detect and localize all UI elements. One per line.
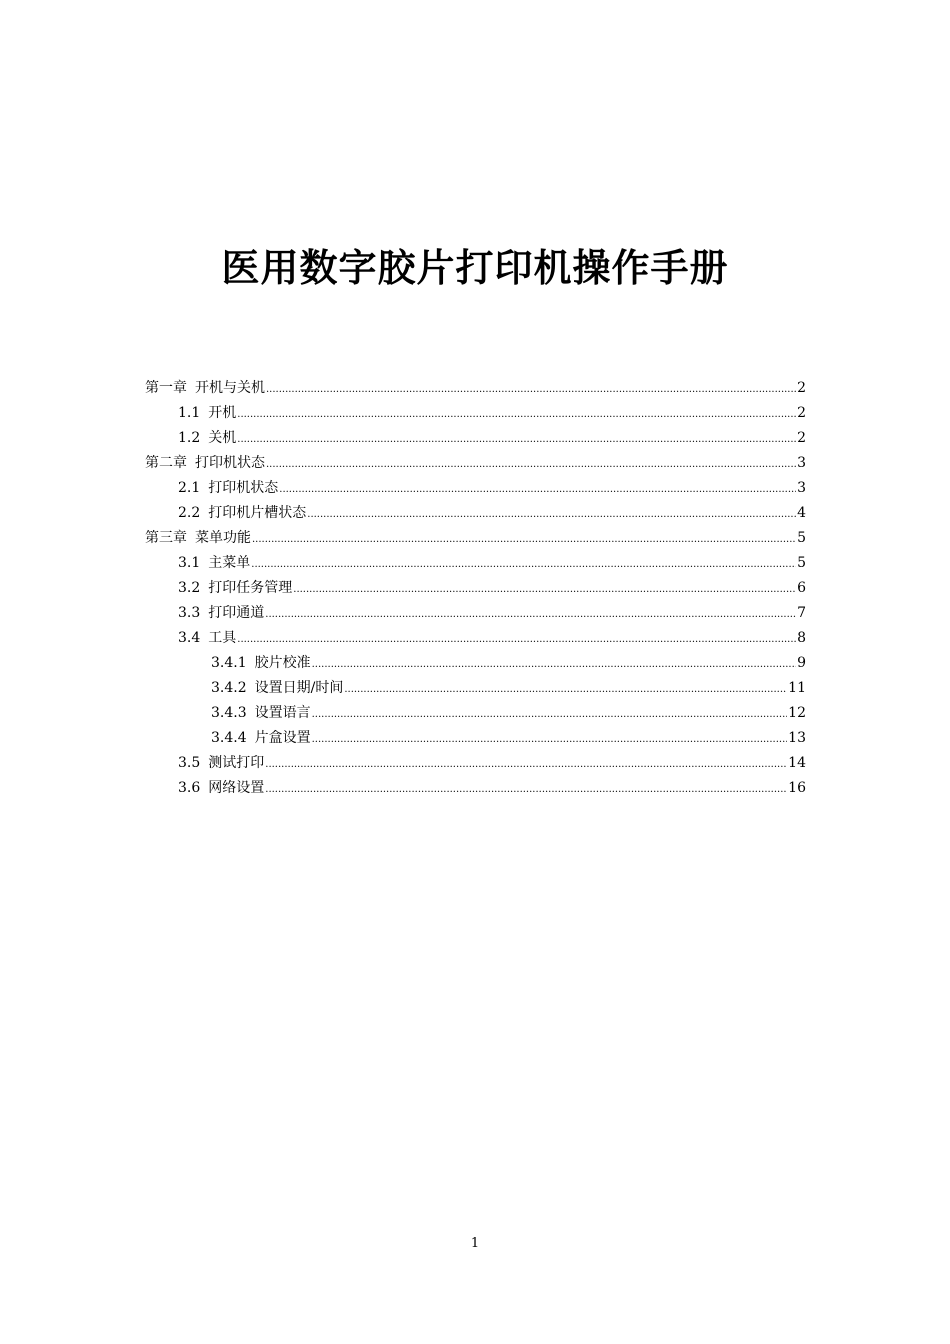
toc-entry-number: 第三章 [145, 530, 187, 546]
toc-entry-page: 3 [797, 480, 806, 496]
toc-leader-dots [265, 752, 787, 777]
table-of-contents [145, 376, 806, 801]
toc-entry-title: 开机 [208, 405, 237, 421]
toc-entry-title: 打印机状态 [195, 455, 265, 471]
toc-entry-title: 主菜单 [208, 555, 251, 571]
toc-leader-dots [265, 777, 787, 802]
toc-entry-number: 3.4.4 [211, 730, 247, 746]
document-title: 医用数字胶片打印机操作手册 [221, 245, 729, 290]
toc-entry-3-5[interactable] [145, 751, 806, 776]
toc-entry-chapter-2[interactable] [145, 451, 806, 476]
toc-entry-chapter-3[interactable] [145, 526, 806, 551]
toc-entry-page: 2 [797, 405, 806, 421]
toc-entry-page: 5 [797, 530, 806, 546]
toc-entry-title: 设置语言 [254, 705, 311, 721]
toc-entry-number: 3.4 [178, 630, 201, 646]
toc-leader-dots [251, 552, 796, 577]
toc-leader-dots [312, 702, 788, 727]
toc-entry-title: 测试打印 [208, 755, 265, 771]
toc-entry-3-2[interactable] [145, 576, 806, 601]
toc-leader-dots [312, 727, 788, 752]
toc-entry-page: 7 [797, 605, 806, 621]
toc-leader-dots [344, 677, 787, 702]
toc-entry-title: 工具 [208, 630, 237, 646]
toc-leader-dots [265, 602, 796, 627]
toc-entry-1-2[interactable] [145, 426, 806, 451]
toc-entry-3-4-1[interactable] [145, 651, 806, 676]
toc-entry-number: 3.6 [178, 780, 201, 796]
toc-leader-dots [237, 402, 796, 427]
toc-entry-3-1[interactable] [145, 551, 806, 576]
toc-entry-number: 3.3 [178, 605, 201, 621]
toc-entry-number: 第二章 [145, 455, 187, 471]
toc-entry-page: 11 [788, 680, 806, 696]
toc-leader-dots [266, 452, 796, 477]
toc-leader-dots [312, 652, 796, 677]
toc-entry-number: 3.5 [178, 755, 201, 771]
toc-entry-3-4-2[interactable] [145, 676, 806, 701]
toc-entry-page: 8 [797, 630, 806, 646]
toc-entry-number: 3.4.1 [211, 655, 247, 671]
toc-entry-title: 打印机片槽状态 [208, 505, 307, 521]
toc-entry-page: 16 [788, 780, 806, 796]
toc-leader-dots [237, 427, 796, 452]
toc-entry-2-1[interactable] [145, 476, 806, 501]
toc-entry-3-4[interactable] [145, 626, 806, 651]
toc-entry-number: 1.1 [178, 405, 201, 421]
toc-leader-dots [252, 527, 796, 552]
toc-entry-title: 打印通道 [208, 605, 265, 621]
toc-entry-3-3[interactable] [145, 601, 806, 626]
toc-entry-number: 3.4.3 [211, 705, 247, 721]
toc-entry-page: 2 [797, 380, 806, 396]
toc-entry-title: 打印任务管理 [208, 580, 293, 596]
toc-entry-page: 14 [788, 755, 806, 771]
toc-entry-page: 5 [797, 555, 806, 571]
toc-leader-dots [266, 377, 796, 402]
toc-entry-page: 6 [797, 580, 806, 596]
toc-entry-number: 3.4.2 [211, 680, 247, 696]
toc-leader-dots [279, 477, 796, 502]
toc-entry-3-4-4[interactable] [145, 726, 806, 751]
toc-entry-page: 3 [797, 455, 806, 471]
toc-entry-page: 2 [797, 430, 806, 446]
toc-entry-title: 关机 [208, 430, 237, 446]
toc-entry-3-4-3[interactable] [145, 701, 806, 726]
toc-entry-number: 1.2 [178, 430, 201, 446]
toc-entry-title: 片盒设置 [254, 730, 311, 746]
toc-entry-title: 菜单功能 [195, 530, 251, 546]
toc-leader-dots [293, 577, 796, 602]
toc-entry-3-6[interactable] [145, 776, 806, 801]
toc-leader-dots [307, 502, 796, 527]
toc-entry-number: 3.2 [178, 580, 201, 596]
toc-entry-page: 9 [797, 655, 806, 671]
toc-entry-title: 打印机状态 [208, 480, 279, 496]
toc-entry-title: 开机与关机 [195, 380, 265, 396]
page-number: 1 [470, 1236, 480, 1251]
toc-entry-number: 2.1 [178, 480, 201, 496]
toc-leader-dots [237, 627, 796, 652]
toc-entry-number: 2.2 [178, 505, 201, 521]
toc-entry-number: 第一章 [145, 380, 187, 396]
toc-entry-title: 网络设置 [208, 780, 265, 796]
toc-entry-title: 设置日期/时间 [254, 680, 344, 696]
toc-entry-page: 4 [797, 505, 806, 521]
toc-entry-page: 12 [788, 705, 806, 721]
toc-entry-number: 3.1 [178, 555, 201, 571]
toc-entry-2-2[interactable] [145, 501, 806, 526]
toc-entry-chapter-1[interactable] [145, 376, 806, 401]
toc-entry-title: 胶片校准 [254, 655, 311, 671]
toc-entry-page: 13 [788, 730, 806, 746]
toc-entry-1-1[interactable] [145, 401, 806, 426]
